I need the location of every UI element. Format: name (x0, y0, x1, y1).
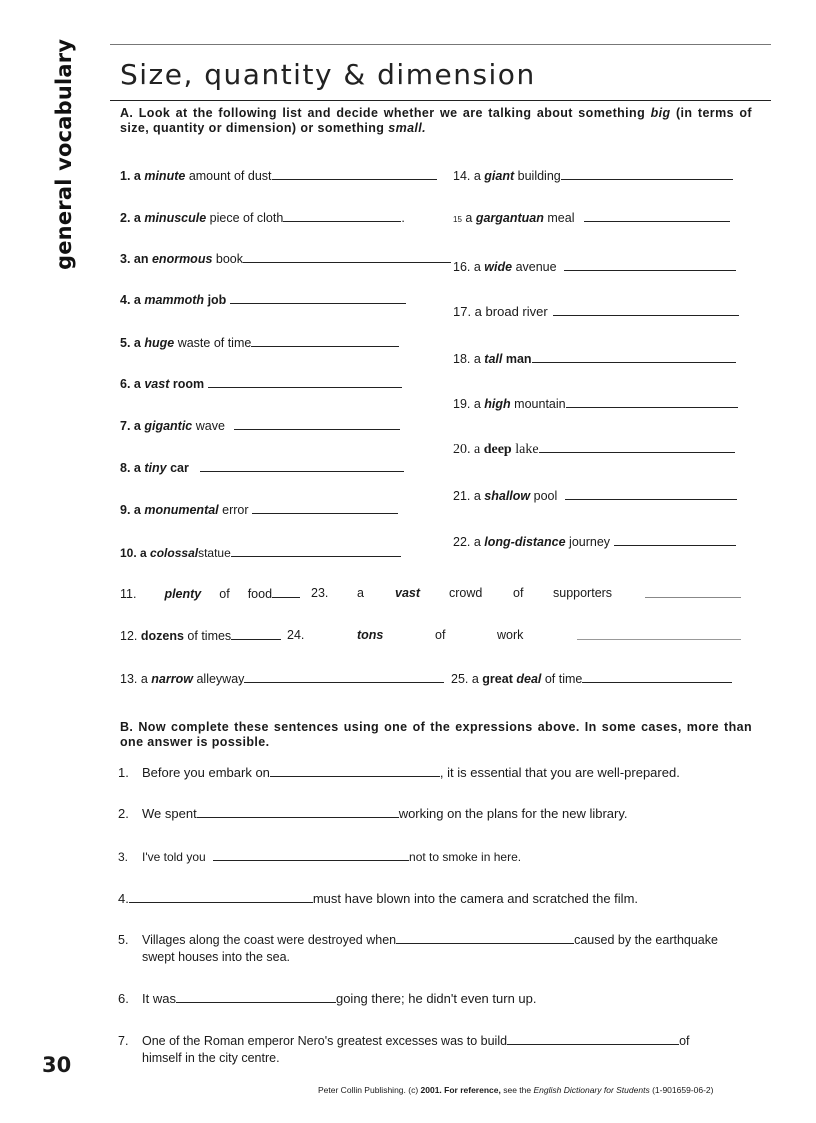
item-19: 19. a high mountain (453, 396, 738, 412)
item-10: 10. a colossalstatue (120, 545, 401, 561)
answer-blank[interactable] (582, 671, 732, 683)
item-18: 18. a tall man (453, 351, 736, 367)
sentence-1: 1. Before you embark on , it is essential that you are well-prepared. (118, 765, 680, 780)
item-3: 3. an enormous book (120, 251, 451, 267)
sentence-4: 4. must have blown into the camera and scratched the film. (118, 891, 639, 906)
answer-blank[interactable] (507, 1033, 679, 1045)
answer-blank[interactable] (252, 502, 398, 514)
answer-blank[interactable] (561, 168, 733, 180)
item-16: 16. a wide avenue (453, 259, 736, 275)
item-9: 9. a monumental error (120, 502, 398, 518)
sentence-5: 5. Villages along the coast were destroyed when caused by the earthquake swept houses into the sea. (118, 933, 718, 964)
item-12: 12. dozens of times (120, 628, 281, 644)
item-23: 23. a vast crowd of supporters (311, 586, 741, 601)
item-24: 24. tons of work (287, 628, 741, 643)
answer-blank[interactable] (272, 586, 300, 598)
item-2: 2. a minuscule piece of cloth . (120, 211, 405, 225)
title-rule (110, 100, 771, 101)
answer-blank[interactable] (200, 460, 404, 472)
answer-blank[interactable] (584, 210, 730, 222)
item-7: 7. a gigantic wave (120, 418, 400, 434)
item-22: 22. a long-distance journey (453, 534, 736, 550)
item-6: 6. a vast room (120, 376, 402, 392)
answer-blank[interactable] (565, 488, 737, 500)
section-b-instructions: B. Now complete these sentences using one of the expressions above. In some cases, more than one answer is possible. (120, 720, 752, 749)
footer-citation: Peter Collin Publishing. (c) 2001. For reference, see the English Dictionary for Students (1-901659-06-2) (318, 1085, 714, 1095)
item-4: 4. a mammoth job (120, 292, 406, 308)
item-25: 25. a great deal of time (451, 671, 732, 687)
answer-blank[interactable] (176, 991, 336, 1003)
answer-blank[interactable] (577, 628, 741, 640)
top-rule (110, 44, 771, 45)
section-a-instructions: A. Look at the following list and decide whether we are talking about something big (in terms of size, quantity or dimension) or something small. (120, 106, 752, 135)
answer-blank[interactable] (243, 251, 451, 263)
answer-blank[interactable] (645, 586, 741, 598)
item-5: 5. a huge waste of time (120, 335, 399, 351)
answer-blank[interactable] (532, 351, 736, 363)
sentence-6: 6. It was going there; he didn't even turn up. (118, 991, 537, 1006)
page-number: 30 (42, 1053, 72, 1077)
answer-blank[interactable] (270, 765, 440, 777)
answer-blank[interactable] (230, 292, 406, 304)
answer-blank[interactable] (564, 259, 736, 271)
answer-blank[interactable] (283, 210, 401, 222)
side-label: general vocabulary (52, 38, 76, 270)
answer-blank[interactable] (213, 849, 409, 861)
answer-blank[interactable] (566, 396, 738, 408)
item-15: 15 a gargantuan meal (453, 210, 730, 227)
answer-blank[interactable] (231, 545, 401, 557)
sentence-7: 7. One of the Roman emperor Nero's greatest excesses was to build of himself in the city centre. (118, 1034, 690, 1065)
answer-blank[interactable] (129, 891, 313, 903)
answer-blank[interactable] (539, 441, 735, 453)
answer-blank[interactable] (208, 376, 402, 388)
item-17: 17. a broad river (453, 304, 739, 319)
item-1: 1. a minute amount of dust (120, 168, 437, 184)
answer-blank[interactable] (244, 671, 444, 683)
answer-blank[interactable] (614, 534, 736, 546)
item-21: 21. a shallow pool (453, 488, 737, 504)
item-8: 8. a tiny car (120, 460, 404, 476)
item-11: 11. plenty of food (120, 586, 300, 602)
item-20: 20. a deep lake (453, 441, 735, 457)
answer-blank[interactable] (553, 304, 739, 316)
answer-blank[interactable] (197, 806, 399, 818)
sentence-2: 2. We spent working on the plans for the new library. (118, 806, 628, 821)
answer-blank[interactable] (396, 932, 574, 944)
answer-blank[interactable] (231, 628, 281, 640)
page-title: Size, quantity & dimension (120, 58, 536, 91)
item-14: 14. a giant building (453, 168, 733, 184)
answer-blank[interactable] (251, 335, 399, 347)
answer-blank[interactable] (234, 418, 400, 430)
answer-blank[interactable] (272, 168, 437, 180)
sentence-3: 3. I've told you not to smoke in here. (118, 850, 522, 864)
item-13: 13. a narrow alleyway (120, 671, 444, 687)
